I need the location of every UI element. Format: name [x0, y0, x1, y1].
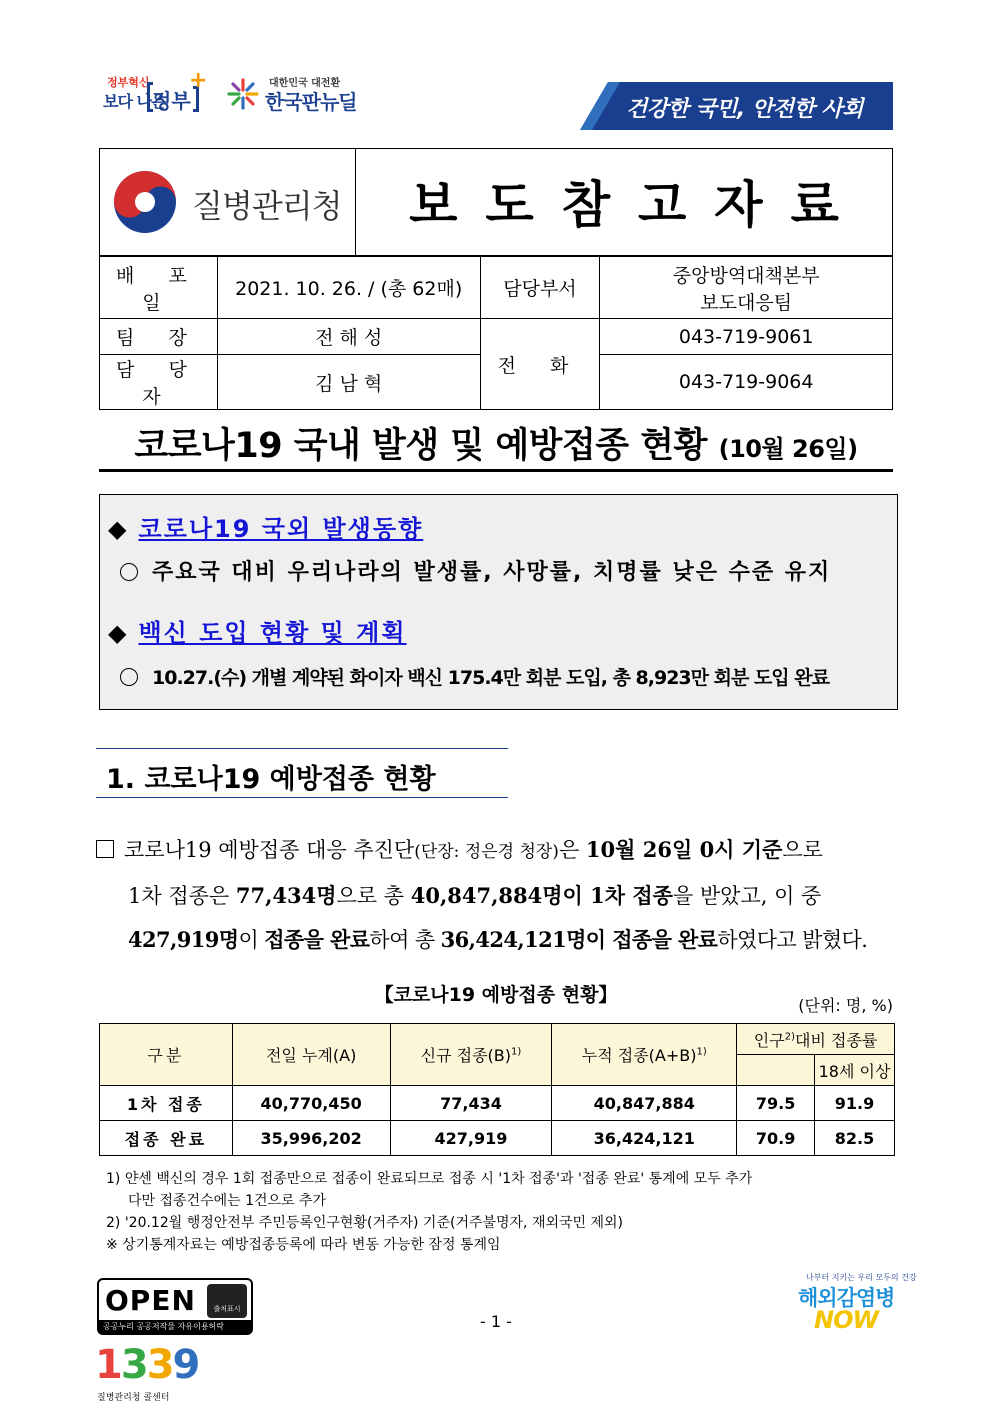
travel-logo-now: NOW: [814, 1306, 878, 1334]
paragraph-line-3: [96, 918, 896, 962]
call-number: 1339: [95, 1342, 199, 1388]
col-new-sup: 1): [511, 1046, 522, 1058]
table-unit: (단위: 명, %): [798, 996, 893, 1015]
body-paragraph: [96, 828, 896, 962]
footnote-1: 1) 얀센 백신의 경우 1회 접종만으로 접종이 완료되므로 접종 시 '1차 접종'과 '접종 완료' 통계에 모두 추가: [106, 1171, 753, 1187]
col-rate-label-a: 인구: [753, 1030, 785, 1050]
table-row: [100, 1086, 895, 1121]
footnote-1-cont: 다만 접종건수에는 1건으로 추가: [128, 1193, 327, 1209]
footnote-2: 2) '20.12월 행정안전부 주민등록인구현황(거주자) 기준(거주불명자, 재외국민 제외): [106, 1215, 624, 1231]
para-text: 으로: [782, 838, 823, 862]
para-text: 코로나19 예방접종 대응 추진단: [124, 838, 415, 862]
gov-logo-text-a: 보다 나은: [103, 92, 166, 111]
section-heading: 1. 코로나19 예방접종 현황: [96, 748, 508, 798]
slogan-banner: [580, 82, 893, 130]
col-rate-sup: 2): [784, 1031, 795, 1043]
staff-value: 김 남 혁: [217, 355, 480, 410]
para-text: 은: [558, 838, 586, 862]
cell-new: 427,919: [390, 1121, 552, 1156]
gov-logo-text-b: 정부: [152, 89, 191, 113]
para-text-bold: 10월 26일 0시 기준: [585, 837, 783, 862]
cell-cumulative: 36,424,121: [552, 1121, 737, 1156]
main-headline: [99, 418, 893, 472]
phone-value-1: 043-719-9061: [600, 319, 893, 355]
new-deal-small-text: 대한민국 대전환: [269, 78, 341, 89]
new-deal-name: 한국판뉴딜: [265, 90, 357, 114]
overseas-infection-now-logo: [786, 1272, 917, 1342]
document-type-title: 보도참고자료: [409, 175, 867, 234]
taegeuk-emblem-icon: [112, 169, 178, 235]
col-new-label: 신규 접종(B): [420, 1046, 512, 1065]
col-cumulative-label: 누적 접종(A+B): [581, 1046, 697, 1065]
press-info-table: [99, 256, 893, 410]
para-text: 이: [238, 928, 265, 952]
department-value: [600, 257, 893, 319]
vaccination-table: [99, 1023, 895, 1156]
cell-rate-18: 82.5: [815, 1121, 895, 1156]
summary-item-overseas-text: 주요국 대비 우리나라의 발생률, 사망률, 치명률 낮은 수준 유지: [152, 560, 832, 585]
cell-cumulative: 40,847,884: [552, 1086, 737, 1121]
call-caption: 질병관리청 콜센터: [97, 1393, 170, 1403]
team-lead-value: 전 해 성: [217, 319, 480, 355]
department-label: 담당부서: [480, 257, 600, 319]
cell-previous: 35,996,202: [232, 1121, 390, 1156]
cell-rate: 70.9: [737, 1121, 815, 1156]
para-text: 으로 총: [336, 884, 411, 908]
para-text: 을 받았고, 이 중: [672, 884, 822, 908]
department-value-line-1: 중앙방역대책본부: [672, 264, 820, 287]
para-text-bold: 접종을 완료: [264, 927, 370, 952]
gov-logo-small-text: 정부혁신: [107, 76, 150, 89]
distribution-date-value: 2021. 10. 26. / (총 62매): [217, 257, 480, 319]
cell-rate: 79.5: [737, 1086, 815, 1121]
circle-bullet-icon: [120, 563, 138, 581]
checkbox-bullet-icon: [96, 840, 114, 858]
slogan-text: 건강한 국민, 안전한 사회: [626, 97, 863, 122]
distribution-date-label: 배 포 일: [100, 257, 218, 319]
col-rate: [737, 1024, 895, 1055]
summary-item-vaccine-text: 10.27.(수) 개별 계약된 화이자 백신 175.4만 회분 도입, 총 8,923만 회분 도입 완료: [152, 667, 829, 689]
open-badge-text: 출처표시: [213, 1305, 241, 1313]
kdca-logo: [112, 169, 352, 235]
agency-name: 질병관리청: [192, 187, 342, 225]
col-cumulative-sup: 1): [696, 1046, 707, 1058]
phone-value-2: 043-719-9064: [600, 355, 893, 410]
para-text-bold: 36,424,121명이 접종을 완료: [440, 927, 718, 952]
plus-icon: +: [189, 68, 208, 93]
team-lead-label: 팀 장: [100, 319, 218, 355]
col-rate-total-blank: [737, 1055, 815, 1086]
title-block: [99, 148, 893, 256]
col-previous-total: 전일 누계(A): [232, 1024, 390, 1086]
cell-rate-18: 91.9: [815, 1086, 895, 1121]
diamond-bullet-icon: ◆: [108, 619, 127, 647]
col-rate-18: 18세 이상: [815, 1055, 895, 1086]
department-value-line-2: 보도대응팀: [700, 291, 793, 314]
headline-date: (10월 26일): [718, 435, 858, 463]
summary-heading-vaccine-text: 백신 도입 현황 및 계획: [138, 619, 407, 647]
summary-heading-overseas-text: 코로나19 국외 발생동향: [138, 515, 424, 543]
row-label: 1차 접종: [100, 1086, 233, 1121]
travel-logo-small: 나부터 지키는 우리 모두의 건강: [806, 1273, 917, 1282]
cell-previous: 40,770,450: [232, 1086, 390, 1121]
row-label: 접종 완료: [100, 1121, 233, 1156]
open-bar-text: 공공누리 공공저작물 자유이용허락: [99, 1320, 251, 1333]
summary-heading-overseas: [108, 509, 423, 544]
para-text-bold: 40,847,884명이 1차 접종: [410, 883, 673, 908]
para-text: 하여 총: [369, 928, 441, 952]
call-center-logo: [95, 1342, 205, 1402]
para-text-small: (단장: 정은경 청장): [414, 842, 559, 862]
phone-label: 전 화: [480, 319, 600, 410]
paragraph-line-2: [96, 874, 896, 918]
para-text: 1차 접종은: [128, 884, 236, 908]
para-text: 하였다고 밝혔다.: [717, 928, 868, 952]
circle-bullet-icon: [120, 668, 138, 686]
footnotes: [106, 1168, 752, 1256]
paragraph-line-1: [96, 828, 896, 874]
cell-new: 77,434: [390, 1086, 552, 1121]
new-deal-burst-icon: [225, 76, 261, 112]
korean-new-deal-logo: [225, 74, 365, 114]
para-text-bold: 77,434명: [235, 883, 337, 908]
col-rate-label-b: 대비 접종률: [794, 1030, 878, 1050]
table-row: [100, 1121, 895, 1156]
staff-label: 담 당 자: [100, 355, 218, 410]
col-cumulative: [552, 1024, 737, 1086]
table-title: 【코로나19 예방접종 현황】: [374, 984, 618, 1006]
headline-text: 코로나19 국내 발생 및 예방접종 현황: [134, 426, 707, 466]
diamond-bullet-icon: ◆: [108, 515, 127, 543]
summary-item-overseas: [120, 555, 831, 586]
para-text-bold: 427,919명: [128, 927, 239, 952]
travel-logo-name: 해외감염병: [798, 1286, 895, 1310]
summary-box: [99, 494, 898, 710]
summary-item-vaccine: [120, 663, 829, 690]
col-category: 구분: [100, 1024, 233, 1086]
open-text: OPEN: [105, 1284, 196, 1317]
summary-heading-vaccine: [108, 613, 407, 648]
col-new: [390, 1024, 552, 1086]
page-number: - 1 -: [480, 1312, 512, 1331]
gov-innovation-logo: [103, 68, 208, 114]
footnote-3: ※ 상기통계자료는 예방접종등록에 따라 변동 가능한 잠정 통계임: [106, 1237, 501, 1253]
